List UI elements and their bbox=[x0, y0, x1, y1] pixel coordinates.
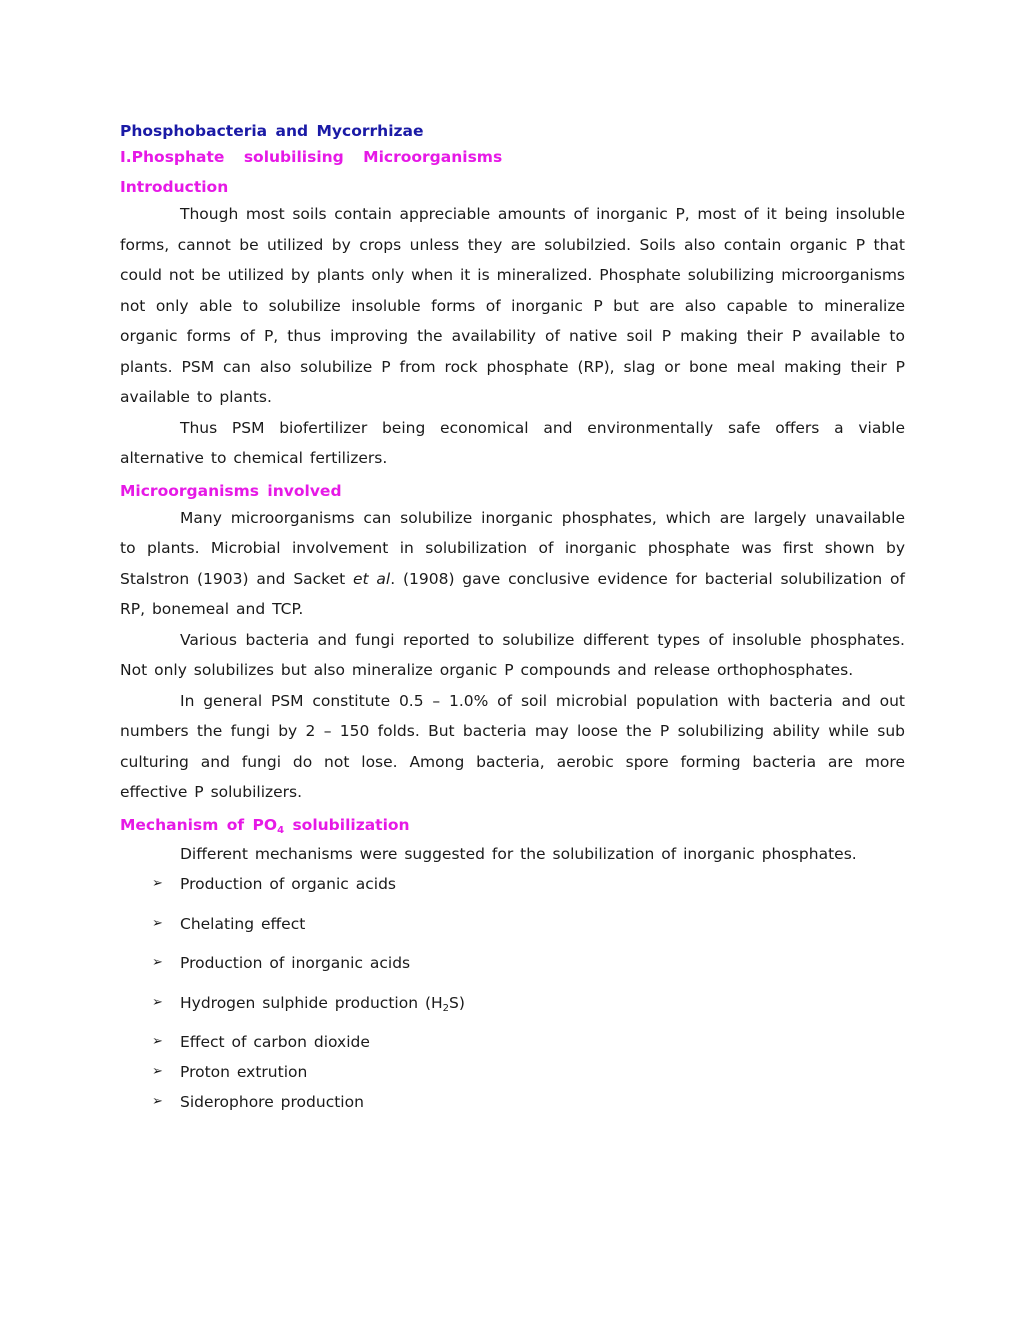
list-item-label: Chelating effect bbox=[180, 914, 306, 933]
et-al-italic: et al bbox=[353, 569, 391, 588]
mechanism-heading-subscript: 4 bbox=[277, 824, 285, 836]
section-heading-microorganisms: Microorganisms involved bbox=[120, 481, 342, 500]
microorganisms-paragraph-3: In general PSM constitute 0.5 – 1.0% of soil microbial population with bacteria and out numbers the fungi by 2 – 150 folds. But bacteria may loose the P solubilizing ability while sub culturing and fungi do not lose. Among bacteria, aerobic spore forming bacteria are more effective P solubilizers. bbox=[120, 691, 905, 801]
mechanism-heading-text-a: Mechanism of PO bbox=[120, 815, 278, 834]
mechanism-intro-paragraph: Different mechanisms were suggested for the solubilization of inorganic phosphates. bbox=[180, 844, 857, 863]
section-heading-introduction: Introduction bbox=[120, 178, 229, 196]
h2s-subscript: 2 bbox=[442, 1002, 450, 1014]
introduction-paragraph-1: Though most soils contain appreciable amounts of inorganic P, most of it being insoluble forms, cannot be utilized by crops unless they are solubilzied. Soils also contain organic P that could not be utilized by plants only when it is mineralized. Phosphate solubilizing microorganisms not only able to solubilize insoluble forms of inorganic P but are also capable to mineralize organic forms of P, thus improving the availability of native soil P making their P available to plants. PSM can also solubilize P from rock phosphate (RP), slag or bone meal making their P available to plants. bbox=[120, 205, 905, 406]
list-item bbox=[120, 869, 905, 899]
section-heading-mechanism bbox=[120, 813, 905, 837]
list-item-label: Effect of carbon dioxide bbox=[180, 1033, 370, 1051]
arrow-bullet-icon: ➢ bbox=[152, 1064, 163, 1079]
mechanism-heading-text-b: solubilization bbox=[284, 815, 410, 834]
list-item-label: Hydrogen sulphide production (H bbox=[180, 993, 443, 1012]
microorganisms-paragraph-1-text-b: . (1908) gave conclusive evidence for bacterial solubilization of RP, bonemeal and TCP. bbox=[120, 569, 905, 618]
microorganisms-paragraph-1-text-a: Many microorganisms can solubilize inorganic phosphates, which are largely unavailable to plants. Microbial involvement in solubilization of inorganic phosphate was first shown by Stalstron (1903) and Sacket bbox=[120, 508, 905, 588]
arrow-bullet-icon: ➢ bbox=[152, 1034, 163, 1049]
list-item bbox=[120, 909, 905, 939]
arrow-bullet-icon: ➢ bbox=[152, 876, 163, 891]
arrow-bullet-icon: ➢ bbox=[152, 915, 163, 931]
arrow-bullet-icon: ➢ bbox=[152, 994, 163, 1010]
microorganisms-paragraph-2: Various bacteria and fungi reported to solubilize different types of insoluble phosphates. Not only solubilizes but also mineralize organic P compounds and release orthophosphates. bbox=[120, 630, 905, 679]
document-title: Phosphobacteria and Mycorrhizae bbox=[120, 122, 424, 140]
list-item bbox=[120, 948, 905, 978]
list-item-label: Production of inorganic acids bbox=[180, 954, 411, 972]
document-subtitle: I.Phosphate solubilising Microorganisms bbox=[120, 148, 503, 166]
list-item bbox=[120, 1087, 905, 1117]
document-page bbox=[120, 119, 905, 1117]
arrow-bullet-icon: ➢ bbox=[152, 1094, 163, 1109]
h2s-suffix: S) bbox=[449, 993, 465, 1012]
list-item bbox=[120, 988, 905, 1018]
introduction-paragraph-2: Thus PSM biofertilizer being economical and environmentally safe offers a viable alternative to chemical fertilizers. bbox=[120, 418, 905, 467]
list-item-label: Production of organic acids bbox=[180, 875, 396, 893]
list-item bbox=[120, 1057, 905, 1087]
list-item-label: Siderophore production bbox=[180, 1093, 364, 1111]
list-item-label: Proton extrution bbox=[180, 1063, 308, 1081]
mechanism-list bbox=[120, 869, 905, 1117]
list-item bbox=[120, 1027, 905, 1057]
microorganisms-paragraph-1 bbox=[120, 503, 905, 625]
arrow-bullet-icon: ➢ bbox=[152, 955, 163, 970]
